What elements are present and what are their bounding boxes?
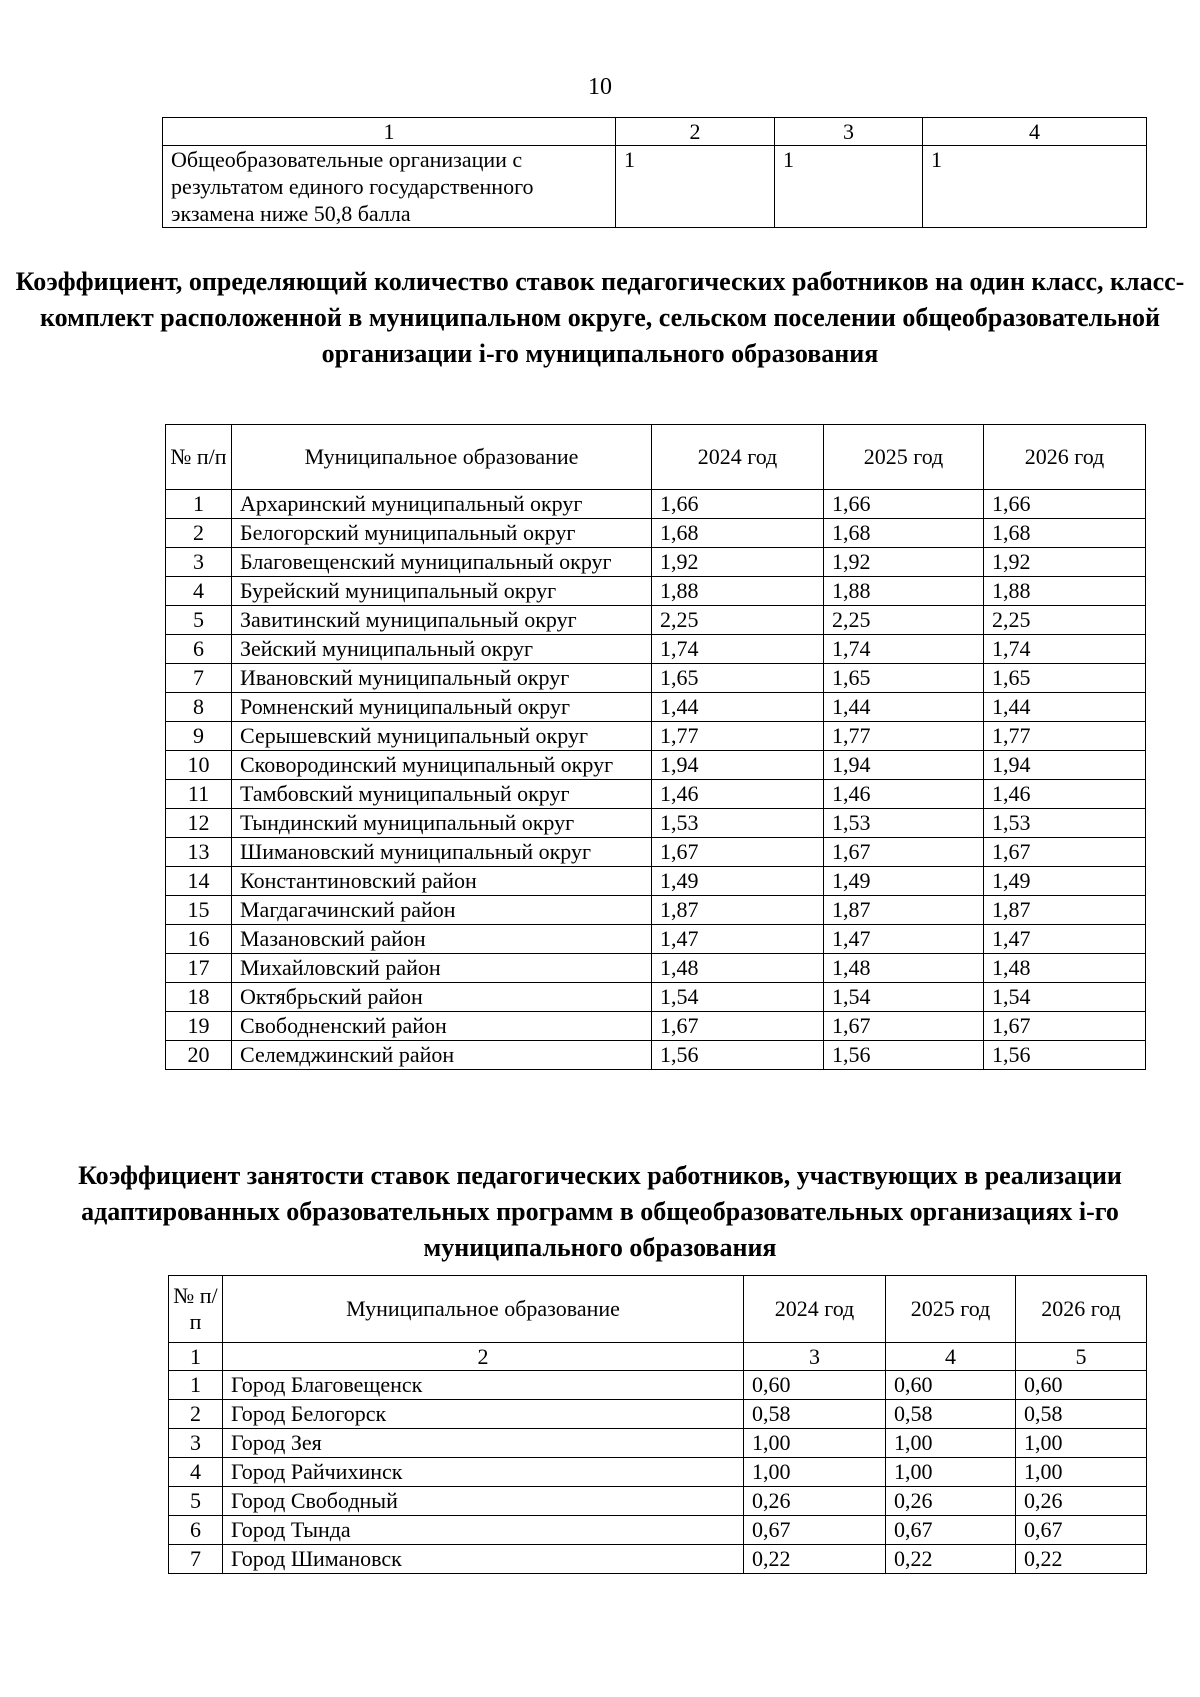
table-header-row — [166, 425, 1146, 490]
table-row — [166, 983, 1146, 1012]
municipality-name: Город Зея — [223, 1429, 744, 1458]
value-2024: 0,26 — [744, 1487, 886, 1516]
value-2025: 1,65 — [824, 664, 984, 693]
value-2026: 0,67 — [1016, 1516, 1147, 1545]
value-2025: 1,47 — [824, 925, 984, 954]
value-2024: 2,25 — [652, 606, 824, 635]
municipality-name: Михайловский район — [232, 954, 652, 983]
value-2024: 1,87 — [652, 896, 824, 925]
value-2026: 1,66 — [984, 490, 1146, 519]
row-number: 14 — [166, 867, 232, 896]
row-number: 4 — [166, 577, 232, 606]
row-number: 5 — [169, 1487, 223, 1516]
column-number: 3 — [775, 118, 923, 146]
value-2024: 1,00 — [744, 1458, 886, 1487]
table-row — [166, 577, 1146, 606]
row-number: 20 — [166, 1041, 232, 1070]
value-2025: 1 — [775, 146, 923, 228]
value-2024: 0,22 — [744, 1545, 886, 1574]
municipality-name: Константиновский район — [232, 867, 652, 896]
value-2024: 1,65 — [652, 664, 824, 693]
value-2026: 1,44 — [984, 693, 1146, 722]
column-number: 4 — [923, 118, 1147, 146]
value-2024: 1,00 — [744, 1429, 886, 1458]
municipality-name: Ивановский муниципальный округ — [232, 664, 652, 693]
row-number: 13 — [166, 838, 232, 867]
value-2024: 1,66 — [652, 490, 824, 519]
section-title-class-coefficient — [0, 264, 1200, 372]
row-number: 6 — [169, 1516, 223, 1545]
value-2026: 0,58 — [1016, 1400, 1147, 1429]
row-number: 11 — [166, 780, 232, 809]
value-2025: 0,26 — [886, 1487, 1016, 1516]
row-label: Общеобразовательные организации с результатом единого государственного экзамена ниже 50,8 балла — [163, 146, 616, 228]
value-2026: 0,22 — [1016, 1545, 1147, 1574]
value-2025: 1,74 — [824, 635, 984, 664]
table-row — [166, 809, 1146, 838]
row-number: 2 — [166, 519, 232, 548]
header-municipality: Муниципальное образование — [232, 425, 652, 490]
header-2026: 2026 год — [984, 425, 1146, 490]
value-2024: 1,88 — [652, 577, 824, 606]
table-row — [166, 490, 1146, 519]
value-2026: 1,56 — [984, 1041, 1146, 1070]
value-2026: 1,74 — [984, 635, 1146, 664]
value-2025: 0,58 — [886, 1400, 1016, 1429]
municipality-name: Серышевский муниципальный округ — [232, 722, 652, 751]
column-number-row — [163, 118, 1147, 146]
value-2024: 1,68 — [652, 519, 824, 548]
table-row — [166, 635, 1146, 664]
row-number: 16 — [166, 925, 232, 954]
table-row — [166, 1041, 1146, 1070]
adapted-programs-table — [168, 1275, 1147, 1574]
municipality-name: Город Райчихинск — [223, 1458, 744, 1487]
municipality-name: Архаринский муниципальный округ — [232, 490, 652, 519]
row-number: 5 — [166, 606, 232, 635]
value-2026: 1,65 — [984, 664, 1146, 693]
header-2024: 2024 год — [652, 425, 824, 490]
value-2024: 1,67 — [652, 1012, 824, 1041]
column-number: 1 — [169, 1343, 223, 1371]
value-2025: 0,67 — [886, 1516, 1016, 1545]
column-number-row — [169, 1343, 1147, 1371]
value-2024: 1,67 — [652, 838, 824, 867]
page-number: 10 — [588, 74, 612, 100]
header-2026: 2026 год — [1016, 1276, 1147, 1343]
municipality-name: Магдагачинский район — [232, 896, 652, 925]
header-municipality: Муниципальное образование — [223, 1276, 744, 1343]
value-2026: 1,67 — [984, 838, 1146, 867]
value-2025: 1,88 — [824, 577, 984, 606]
value-2025: 1,67 — [824, 838, 984, 867]
municipality-name: Город Благовещенск — [223, 1371, 744, 1400]
row-number: 4 — [169, 1458, 223, 1487]
table-row — [166, 664, 1146, 693]
value-2024: 1 — [616, 146, 775, 228]
table-row — [166, 780, 1146, 809]
row-number: 6 — [166, 635, 232, 664]
value-2026: 1,92 — [984, 548, 1146, 577]
value-2026: 1,88 — [984, 577, 1146, 606]
header-num: № п/п — [169, 1276, 223, 1343]
table-row — [169, 1545, 1147, 1574]
value-2025: 1,94 — [824, 751, 984, 780]
section-title-text: Коэффициент занятости ставок педагогических работников, участвующих в реализации адаптированных образовательных программ в общеобразовательных организациях i-го муниципального образования — [78, 1161, 1122, 1262]
municipality-name: Город Свободный — [223, 1487, 744, 1516]
value-2025: 1,68 — [824, 519, 984, 548]
value-2025: 0,22 — [886, 1545, 1016, 1574]
table-row — [166, 519, 1146, 548]
value-2026: 1,49 — [984, 867, 1146, 896]
municipality-name: Белогорский муниципальный округ — [232, 519, 652, 548]
value-2025: 1,49 — [824, 867, 984, 896]
value-2026: 1,94 — [984, 751, 1146, 780]
municipality-name: Ромненский муниципальный округ — [232, 693, 652, 722]
value-2025: 1,77 — [824, 722, 984, 751]
value-2025: 1,92 — [824, 548, 984, 577]
value-2026: 0,26 — [1016, 1487, 1147, 1516]
table-body — [169, 1371, 1147, 1574]
value-2024: 1,77 — [652, 722, 824, 751]
value-2024: 1,44 — [652, 693, 824, 722]
municipality-name: Селемджинский район — [232, 1041, 652, 1070]
value-2024: 1,92 — [652, 548, 824, 577]
municipality-name: Завитинский муниципальный округ — [232, 606, 652, 635]
class-coefficient-table — [165, 424, 1146, 1070]
value-2026: 1,67 — [984, 1012, 1146, 1041]
column-number: 5 — [1016, 1343, 1147, 1371]
table-row — [169, 1400, 1147, 1429]
row-number: 2 — [169, 1400, 223, 1429]
table-row — [166, 1012, 1146, 1041]
municipality-name: Бурейский муниципальный округ — [232, 577, 652, 606]
row-number: 12 — [166, 809, 232, 838]
header-2025: 2025 год — [824, 425, 984, 490]
value-2025: 2,25 — [824, 606, 984, 635]
table-row — [163, 146, 1147, 228]
value-2025: 1,44 — [824, 693, 984, 722]
table-header-row — [169, 1276, 1147, 1343]
table-row — [166, 838, 1146, 867]
value-2026: 1,00 — [1016, 1429, 1147, 1458]
value-2026: 1,48 — [984, 954, 1146, 983]
value-2026: 1,54 — [984, 983, 1146, 1012]
column-number: 4 — [886, 1343, 1016, 1371]
column-number: 2 — [616, 118, 775, 146]
table-row — [169, 1516, 1147, 1545]
table-row — [166, 606, 1146, 635]
value-2026: 1,47 — [984, 925, 1146, 954]
municipality-name: Город Шимановск — [223, 1545, 744, 1574]
municipality-name: Мазановский район — [232, 925, 652, 954]
row-number: 7 — [166, 664, 232, 693]
table-row — [166, 751, 1146, 780]
table-row — [166, 693, 1146, 722]
table-row — [166, 896, 1146, 925]
value-2024: 1,53 — [652, 809, 824, 838]
value-2024: 1,54 — [652, 983, 824, 1012]
value-2026: 1,87 — [984, 896, 1146, 925]
value-2024: 0,60 — [744, 1371, 886, 1400]
row-number: 10 — [166, 751, 232, 780]
header-2025: 2025 год — [886, 1276, 1016, 1343]
value-2024: 1,46 — [652, 780, 824, 809]
row-number: 1 — [169, 1371, 223, 1400]
table-row — [169, 1429, 1147, 1458]
value-2024: 1,56 — [652, 1041, 824, 1070]
value-2025: 1,56 — [824, 1041, 984, 1070]
municipality-name: Свободненский район — [232, 1012, 652, 1041]
municipality-name: Тамбовский муниципальный округ — [232, 780, 652, 809]
value-2026: 2,25 — [984, 606, 1146, 635]
value-2025: 1,87 — [824, 896, 984, 925]
value-2026: 0,60 — [1016, 1371, 1147, 1400]
value-2024: 0,67 — [744, 1516, 886, 1545]
value-2026: 1 — [923, 146, 1147, 228]
column-number: 1 — [163, 118, 616, 146]
header-2024: 2024 год — [744, 1276, 886, 1343]
value-2025: 1,00 — [886, 1458, 1016, 1487]
municipality-name: Сковородинский муниципальный округ — [232, 751, 652, 780]
row-number: 18 — [166, 983, 232, 1012]
section-title-adapted-programs — [0, 1158, 1200, 1266]
column-number: 3 — [744, 1343, 886, 1371]
row-number: 8 — [166, 693, 232, 722]
value-2024: 0,58 — [744, 1400, 886, 1429]
value-2025: 1,54 — [824, 983, 984, 1012]
row-number: 1 — [166, 490, 232, 519]
row-number: 9 — [166, 722, 232, 751]
continuation-table — [162, 117, 1147, 228]
municipality-name: Зейский муниципальный округ — [232, 635, 652, 664]
municipality-name: Город Белогорск — [223, 1400, 744, 1429]
municipality-name: Тындинский муниципальный округ — [232, 809, 652, 838]
value-2025: 1,53 — [824, 809, 984, 838]
table-body — [166, 490, 1146, 1070]
value-2026: 1,68 — [984, 519, 1146, 548]
header-num: № п/п — [166, 425, 232, 490]
table-row — [169, 1458, 1147, 1487]
column-number: 2 — [223, 1343, 744, 1371]
value-2026: 1,53 — [984, 809, 1146, 838]
value-2025: 1,66 — [824, 490, 984, 519]
value-2026: 1,77 — [984, 722, 1146, 751]
table-row — [169, 1371, 1147, 1400]
value-2025: 0,60 — [886, 1371, 1016, 1400]
municipality-name: Благовещенский муниципальный округ — [232, 548, 652, 577]
table-row — [169, 1487, 1147, 1516]
municipality-name: Город Тында — [223, 1516, 744, 1545]
row-number: 15 — [166, 896, 232, 925]
municipality-name: Октябрьский район — [232, 983, 652, 1012]
value-2025: 1,00 — [886, 1429, 1016, 1458]
table-row — [166, 722, 1146, 751]
section-title-text: Коэффициент, определяющий количество ставок педагогических работников на один класс, класс-комплект расположенной в муниципальном округе, сельском поселении общеобразовательной организации i-го муниципального образования — [15, 267, 1185, 368]
value-2024: 1,48 — [652, 954, 824, 983]
table-row — [166, 867, 1146, 896]
row-number: 19 — [166, 1012, 232, 1041]
value-2025: 1,48 — [824, 954, 984, 983]
value-2026: 1,00 — [1016, 1458, 1147, 1487]
value-2024: 1,74 — [652, 635, 824, 664]
row-number: 7 — [169, 1545, 223, 1574]
table-row — [166, 925, 1146, 954]
row-number: 17 — [166, 954, 232, 983]
municipality-name: Шимановский муниципальный округ — [232, 838, 652, 867]
table-row — [166, 548, 1146, 577]
value-2026: 1,46 — [984, 780, 1146, 809]
value-2024: 1,47 — [652, 925, 824, 954]
value-2025: 1,67 — [824, 1012, 984, 1041]
row-number: 3 — [169, 1429, 223, 1458]
value-2024: 1,94 — [652, 751, 824, 780]
table-row — [166, 954, 1146, 983]
value-2024: 1,49 — [652, 867, 824, 896]
row-number: 3 — [166, 548, 232, 577]
value-2025: 1,46 — [824, 780, 984, 809]
